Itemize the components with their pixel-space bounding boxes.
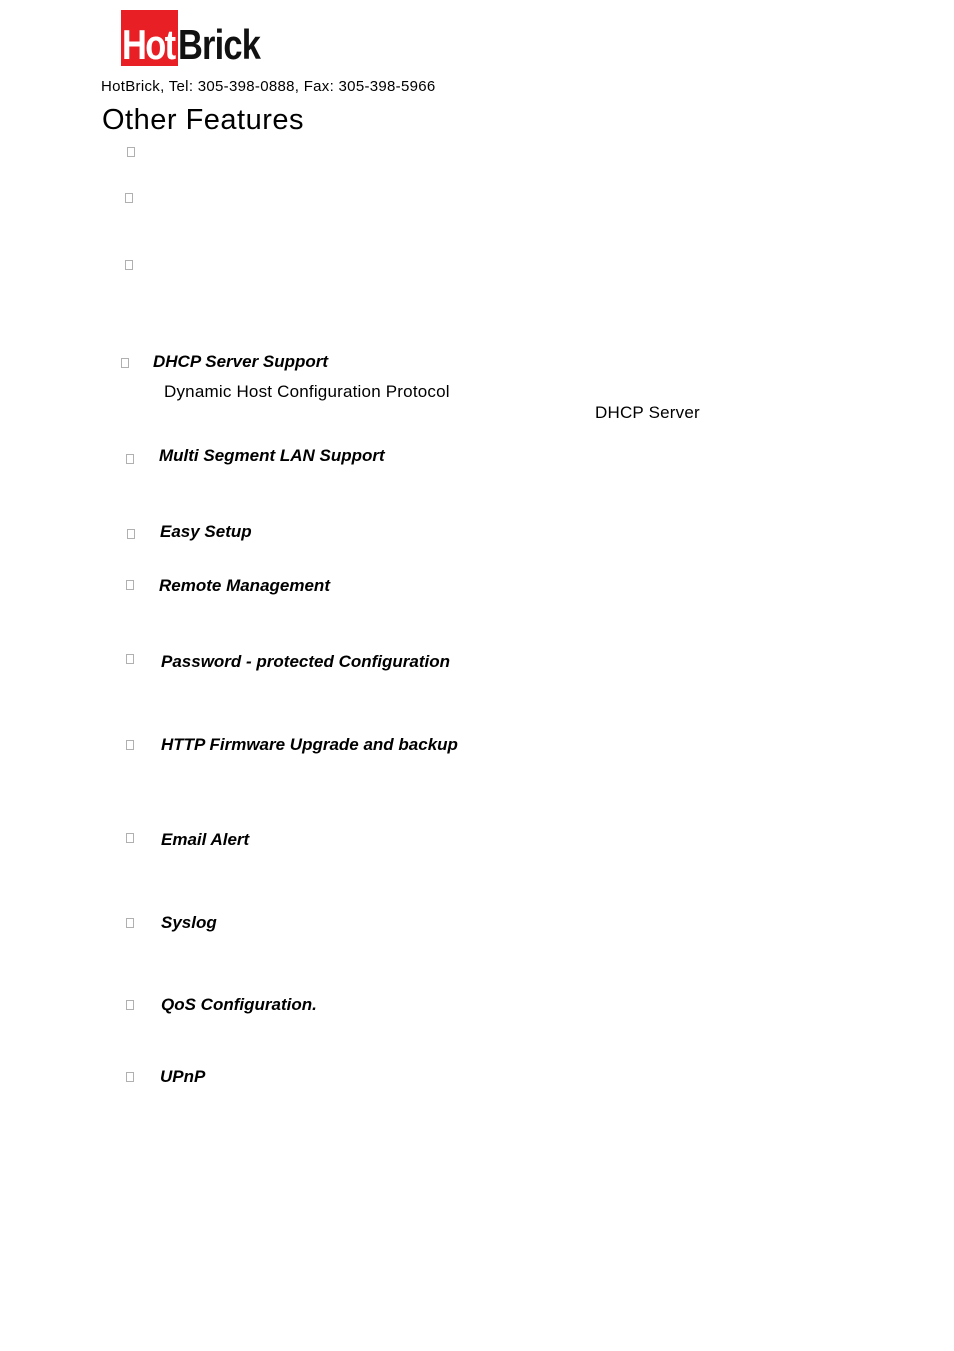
bullet-icon [126,740,134,750]
logo-text-brick: Brick [178,21,261,68]
bullet-icon [125,260,133,270]
bullet-icon [126,1000,134,1010]
feature-http-firmware-upgrade: HTTP Firmware Upgrade and backup [161,735,458,754]
bullet-icon [127,147,135,157]
feature-multi-segment-lan-support: Multi Segment LAN Support [159,446,385,465]
feature-upnp: UPnP [160,1067,206,1086]
page-title: Other Features [102,104,305,136]
bullet-icon [126,654,134,664]
feature-remote-management: Remote Management [159,576,330,595]
bullet-icon [126,454,134,464]
dhcp-description-line1: Dynamic Host Configuration Protocol [164,382,450,401]
bullet-icon [125,193,133,203]
bullet-icon [126,833,134,843]
hotbrick-logo [121,10,266,66]
feature-syslog: Syslog [161,913,217,932]
feature-qos-configuration: QoS Configuration. [161,995,317,1014]
feature-email-alert: Email Alert [161,830,250,849]
bullet-icon [121,358,129,368]
bullet-icon [126,1072,134,1082]
feature-dhcp-server-support: DHCP Server Support [153,352,329,371]
feature-easy-setup: Easy Setup [160,522,252,541]
feature-password-protected-configuration: Password - protected Configuration [161,652,451,671]
contact-line: HotBrick, Tel: 305-398-0888, Fax: 305-398-5966 [101,78,436,95]
bullet-icon [127,529,135,539]
dhcp-description-line2: DHCP Server [595,403,700,422]
bullet-icon [126,918,134,928]
logo-text-hot: Hot [122,21,175,68]
bullet-icon [126,580,134,590]
